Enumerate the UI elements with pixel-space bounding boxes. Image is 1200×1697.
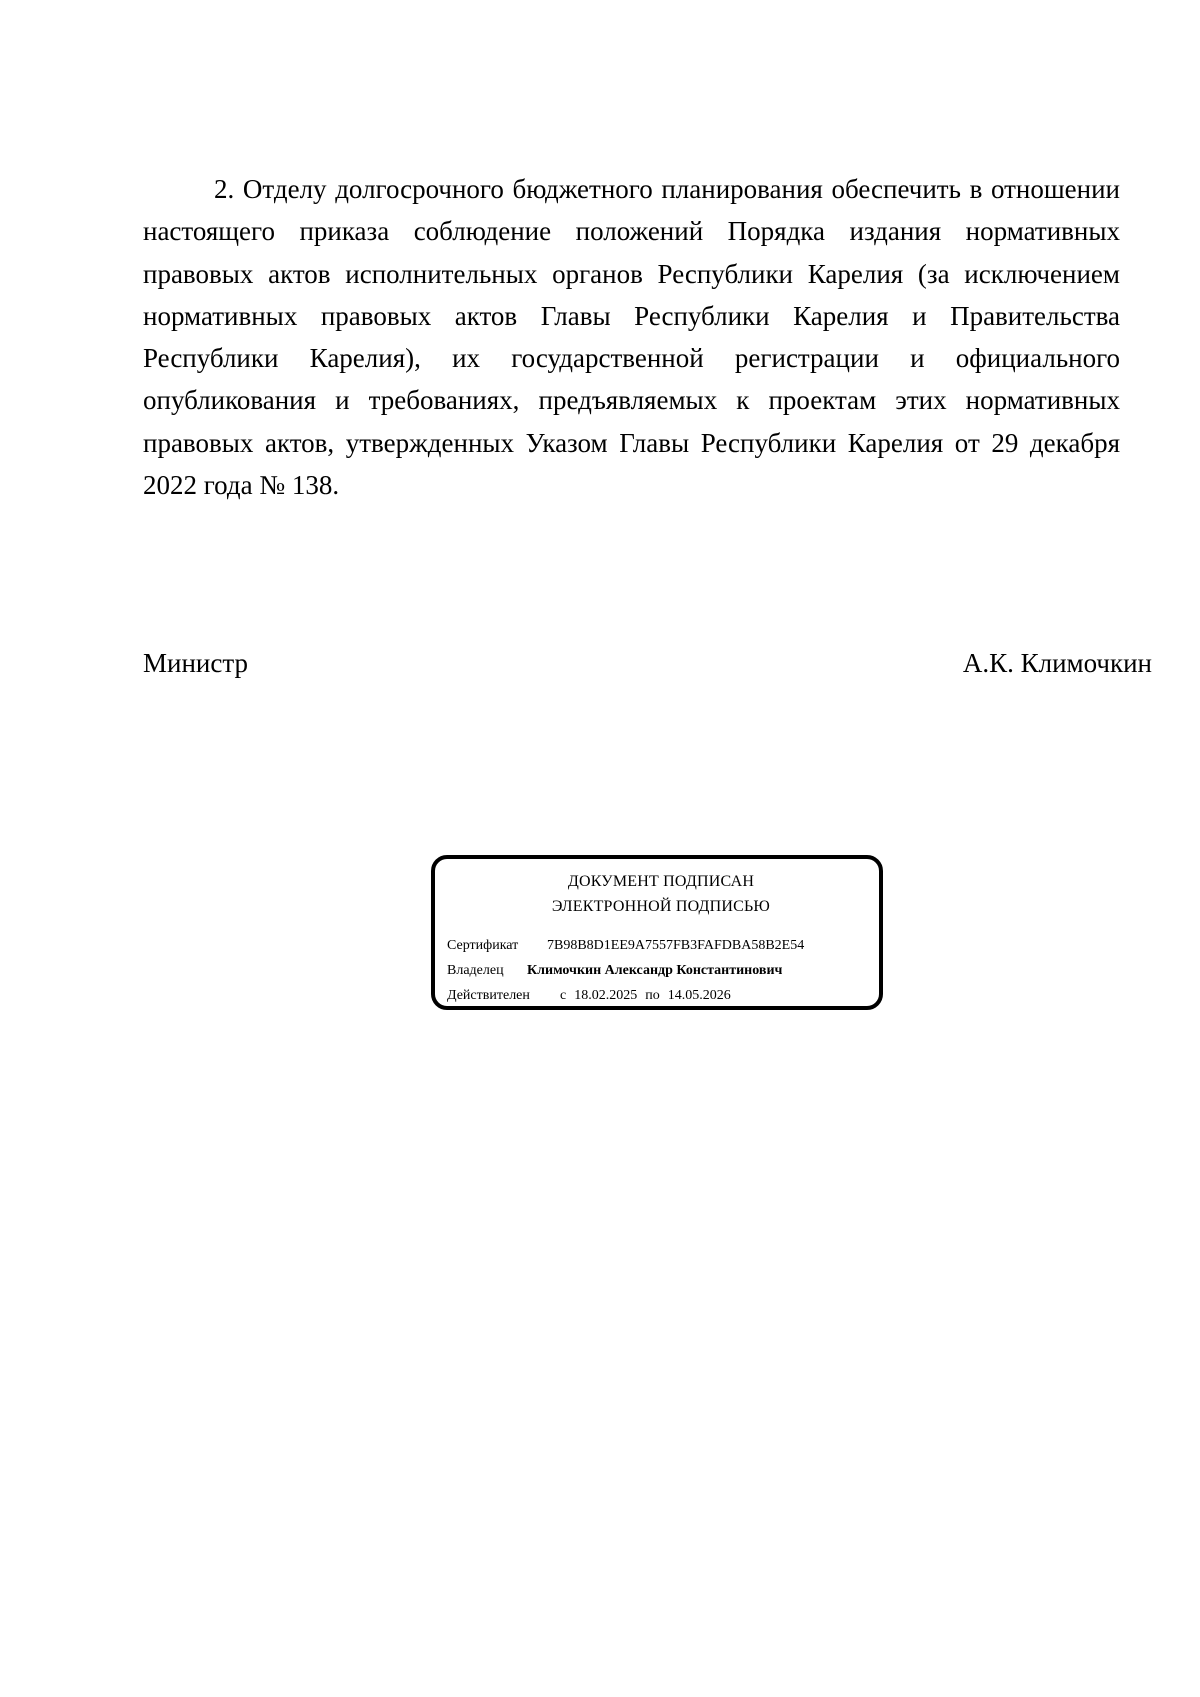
certificate-value: 7B98B8D1EE9A7557FB3FAFDBA58B2E54 [547, 938, 805, 953]
certificate-label: Сертификат [447, 938, 519, 953]
stamp-certificate-row [447, 937, 804, 955]
valid-to-prefix: по [645, 988, 660, 1003]
signatory-position: Министр [143, 648, 248, 678]
valid-to-date: 14.05.2026 [667, 988, 731, 1003]
signatory-name: А.К. Климочкин [962, 648, 1152, 678]
stamp-validity-row [447, 987, 731, 1005]
owner-value: Климочкин Александр Константинович [527, 963, 783, 978]
valid-from-date: 18.02.2025 [574, 988, 638, 1003]
order-paragraph-2: 2. Отделу долгосрочного бюджетного планирования обеспечить в отношении настоящего приказа соблюдение положений Порядка издания нормативных правовых актов исполнительных органов Республики Карелия (за исключением нормативных правовых актов Главы Республики Карелия и Правительства Республики Карелия), их государственной регистрации и официального опубликования и требованиях, предъявляемых к проектам этих нормативных правовых актов, утвержденных Указом Главы Республики Карелия от 29 декабря 2022 года № 138. [143, 174, 1120, 501]
owner-label: Владелец [447, 963, 504, 978]
electronic-signature-stamp [431, 855, 883, 1010]
valid-from-prefix: с [560, 988, 567, 1003]
stamp-title-line2: ЭЛЕКТРОННОЙ ПОДПИСЬЮ [551, 898, 771, 915]
stamp-title [435, 869, 887, 919]
valid-label: Действителен [447, 988, 530, 1003]
stamp-owner-row [447, 962, 782, 980]
stamp-title-line1: ДОКУМЕНТ ПОДПИСАН [567, 873, 755, 890]
